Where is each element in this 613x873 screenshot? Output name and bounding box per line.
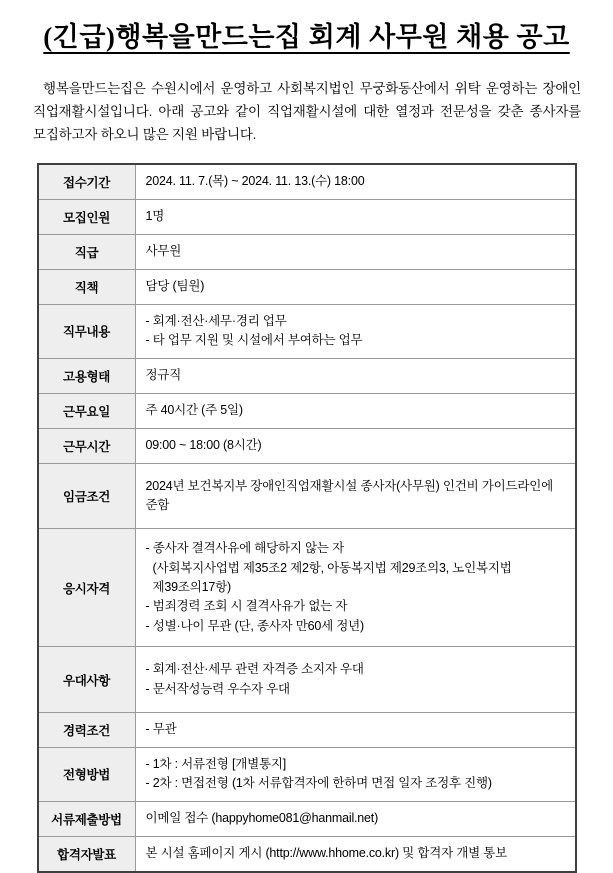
table-row	[38, 712, 576, 747]
table-row	[38, 801, 576, 836]
table-row	[38, 269, 576, 304]
value-line: 1명	[145, 209, 165, 224]
row-label: 근무시간	[38, 428, 136, 463]
row-label: 경력조건	[38, 712, 136, 747]
row-value	[135, 234, 576, 269]
row-label: 접수기간	[38, 164, 136, 200]
row-label: 직책	[38, 269, 136, 304]
row-value	[135, 836, 576, 872]
table-row	[38, 647, 576, 713]
value-line: 2024. 11. 7.(목) ~ 2024. 11. 13.(수) 18:00	[145, 174, 365, 189]
table-row	[38, 393, 576, 428]
value-line: - 범죄경력 조회 시 결격사유가 없는 자	[145, 599, 348, 614]
value-line: (사회복지사업법 제35조2 제2항, 아동복지법 제29조의3, 노인복지법 제39조의17항)	[152, 560, 512, 595]
value-line-website: 본 시설 홈페이지 게시 (http://www.hhome.co.kr) 및 합격자 개별 통보	[145, 846, 507, 860]
table-row	[38, 747, 576, 801]
value-line: - 타 업무 지원 및 시설에서 부여하는 업무	[145, 333, 363, 348]
value-line-email: 이메일 접수 (happyhome081@hanmail.net)	[145, 811, 379, 825]
row-label: 우대사항	[38, 647, 136, 713]
table-row	[38, 463, 576, 529]
row-value	[135, 428, 576, 463]
row-label: 합격자발표	[38, 836, 136, 872]
value-line: 09:00 ~ 18:00 (8시간)	[145, 437, 262, 452]
table-row	[38, 529, 576, 647]
row-label: 전형방법	[38, 747, 136, 801]
row-label: 직무내용	[38, 304, 136, 358]
row-value	[135, 647, 576, 713]
table-row	[38, 234, 576, 269]
row-label: 고용형태	[38, 358, 136, 393]
table-row	[38, 428, 576, 463]
row-label: 서류제출방법	[38, 801, 136, 836]
value-line: 정규직	[145, 367, 182, 382]
row-label: 임금조건	[38, 463, 136, 529]
value-line: - 무관	[145, 722, 177, 737]
table-row	[38, 164, 576, 200]
row-value	[135, 199, 576, 234]
row-value	[135, 358, 576, 393]
value-line: - 1차 : 서류전형 [개별통지]	[145, 756, 287, 771]
intro-paragraph: 행복을만드는집은 수원시에서 운영하고 사회복지법인 무궁화동산에서 위탁 운영하는 장애인 직업재활시설입니다. 아래 공고와 같이 직업재활시설에 대한 열정과 전문성을 갖춘 종사자를 모집하고자 하오니 많은 지원 바랍니다.	[33, 81, 581, 142]
row-value	[135, 393, 576, 428]
table-row	[38, 836, 576, 872]
value-line: - 회계·전산·세무·경리 업무	[145, 313, 287, 328]
row-value	[135, 712, 576, 747]
row-value	[135, 269, 576, 304]
value-line: - 문서작성능력 우수자 우대	[145, 681, 290, 696]
row-label: 응시자격	[38, 529, 136, 647]
value-line: 주 40시간 (주 5일)	[145, 402, 243, 417]
row-value	[135, 463, 576, 529]
value-line: - 성별·나이 무관 (단, 종사자 만60세 정년)	[145, 618, 365, 633]
page-title: (긴급)행복을만드는집 회계 사무원 채용 공고	[43, 22, 570, 52]
row-value	[135, 529, 576, 647]
row-value	[135, 747, 576, 801]
row-label: 근무요일	[38, 393, 136, 428]
table-row	[38, 304, 576, 358]
job-table	[37, 163, 577, 873]
value-line: - 2차 : 면접전형 (1차 서류합격자에 한하며 면접 일자 조정후 진행)	[145, 776, 492, 791]
value-line: 담당 (팀원)	[145, 279, 205, 294]
row-label: 모집인원	[38, 199, 136, 234]
value-line: - 종사자 결격사유에 해당하지 않는 자	[145, 541, 344, 556]
row-value	[135, 304, 576, 358]
value-line: 사무원	[145, 244, 182, 259]
table-row	[38, 358, 576, 393]
value-line: 2024년 보건복지부 장애인직업재활시설 종사자(사무원) 인건비 가이드라인에 준함	[145, 478, 554, 512]
value-line: - 회계·전산·세무 관련 자격증 소지자 우대	[145, 662, 364, 677]
row-value	[135, 801, 576, 836]
row-label: 직급	[38, 234, 136, 269]
row-value	[135, 164, 576, 200]
table-row	[38, 199, 576, 234]
